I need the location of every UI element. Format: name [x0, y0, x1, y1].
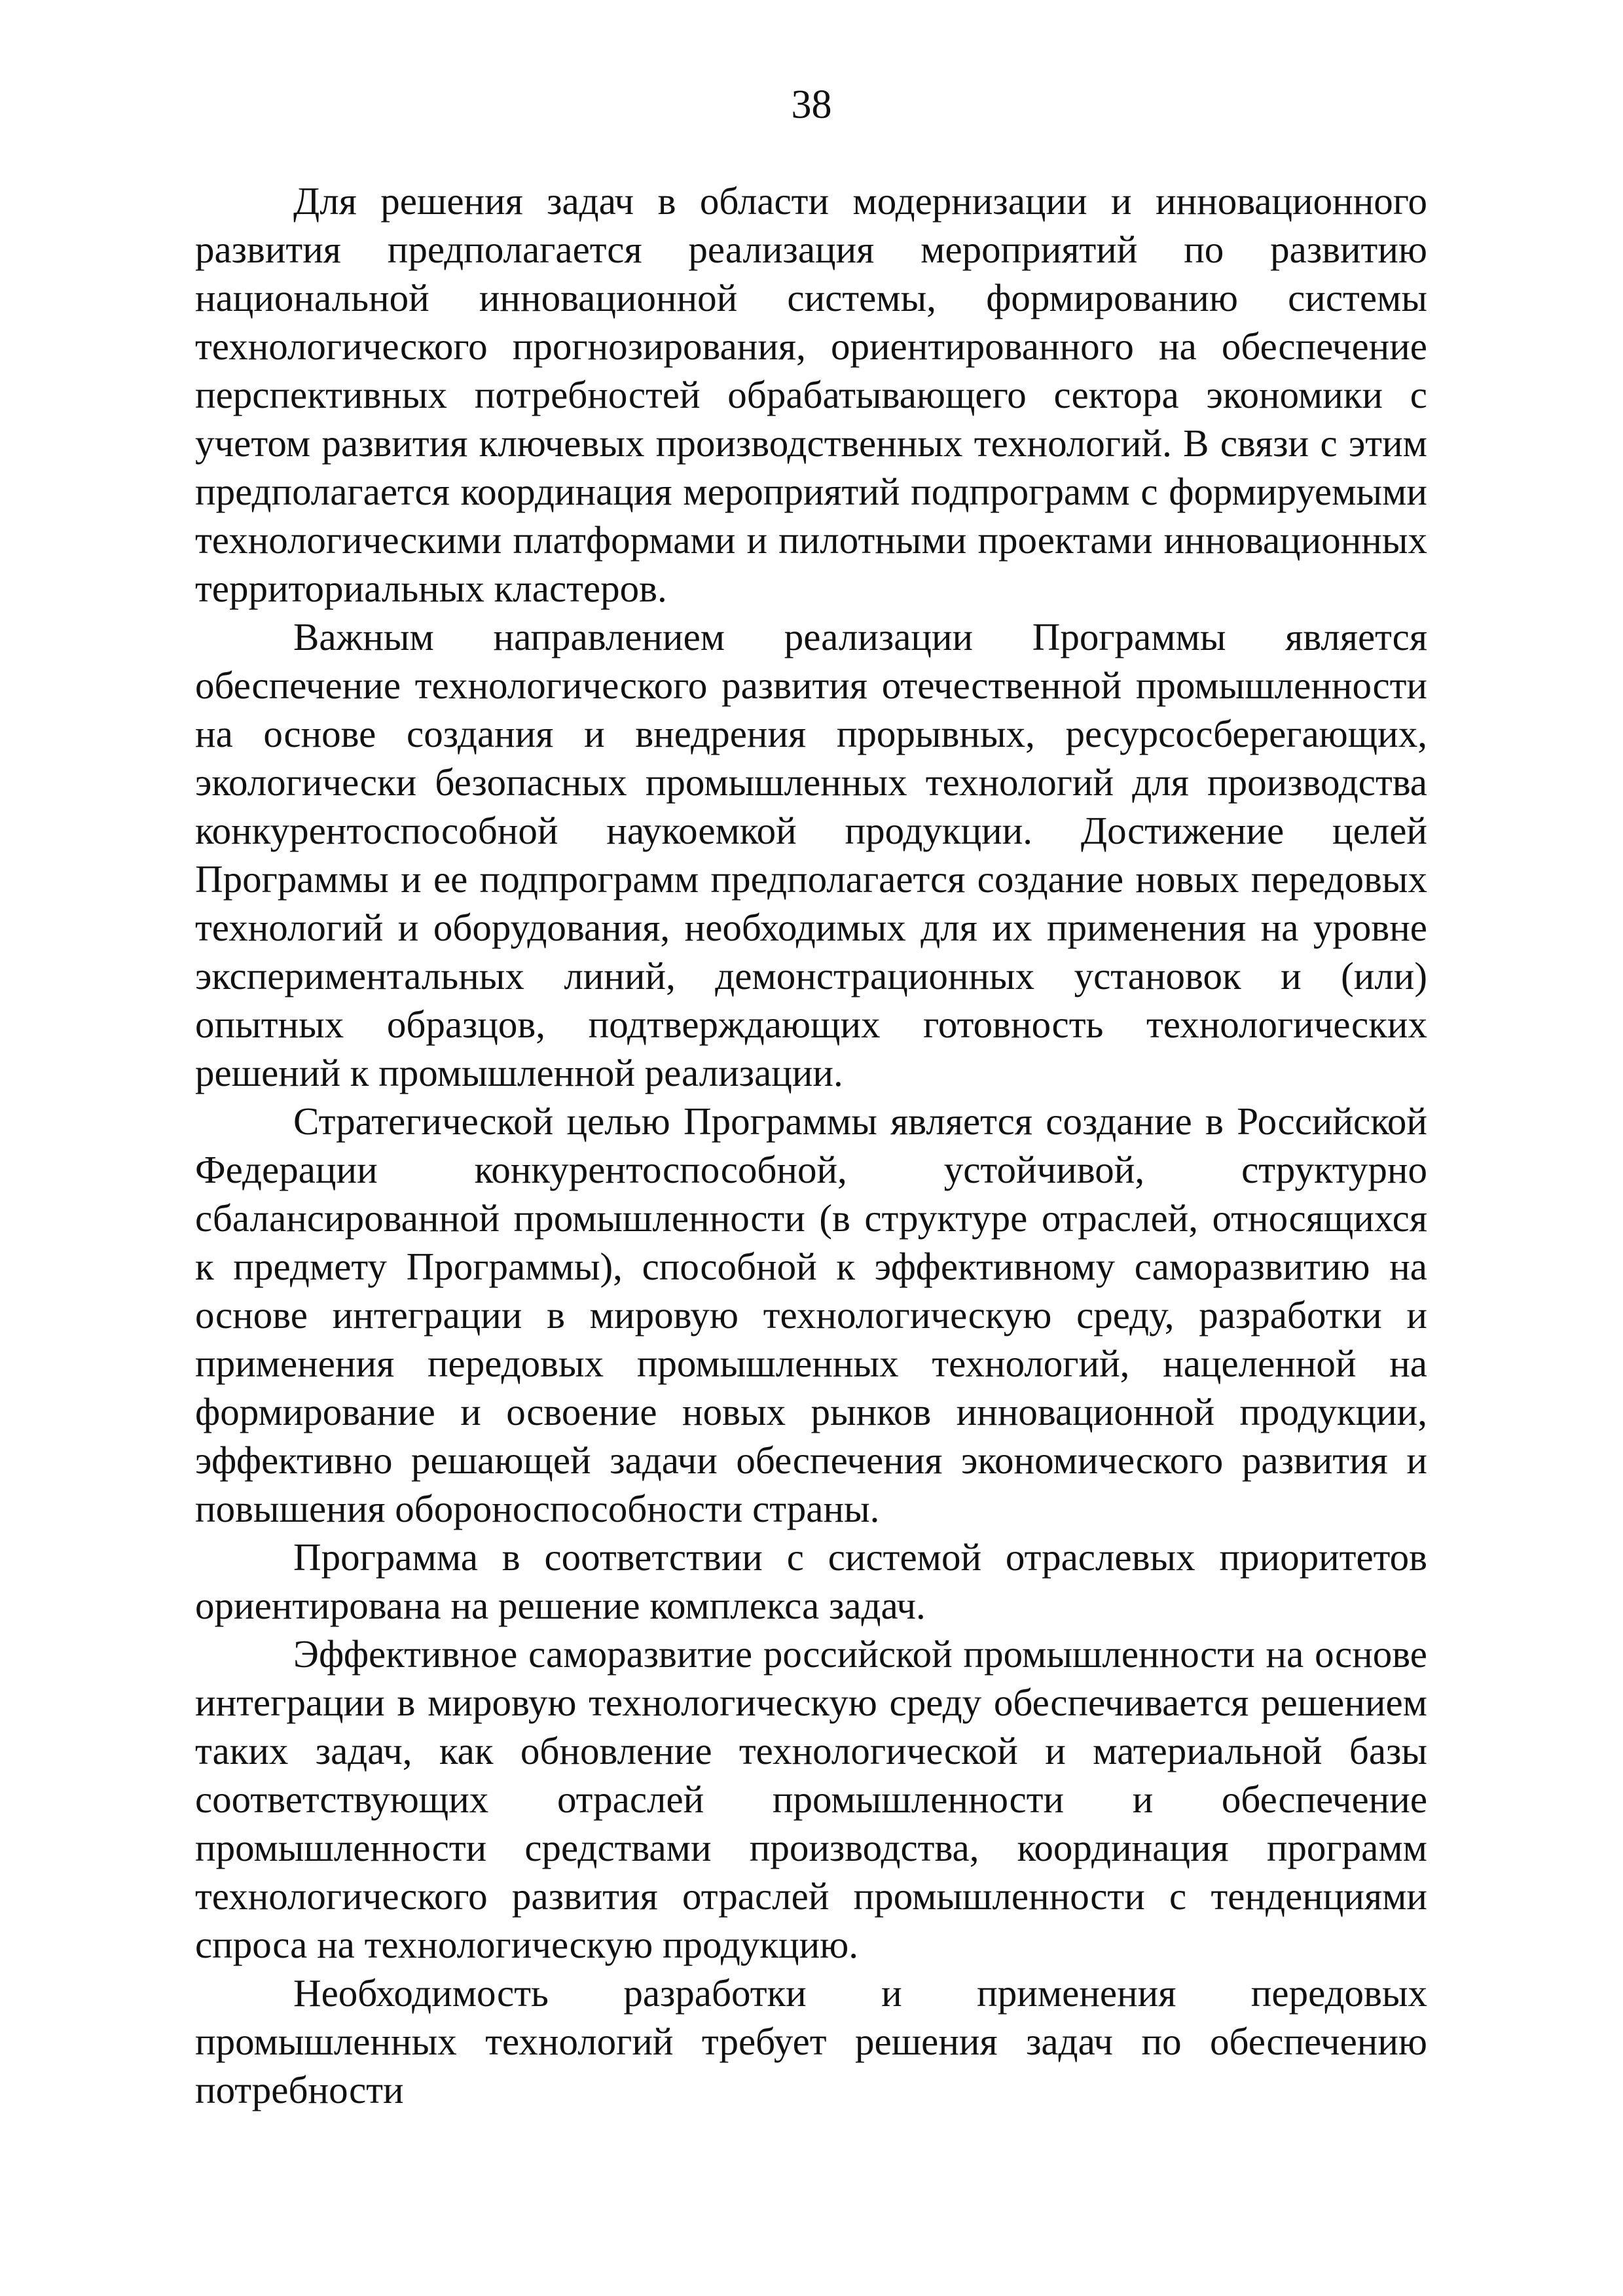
paragraph-6: Необходимость разработки и применения передовых промышленных технологий требует решения задач по обеспечению потребности — [195, 1971, 1427, 2111]
paragraph-2: Важным направлением реализации Программы является обеспечение технологического развития отечественной промышленности на основе создания и внедрения прорывных, ресурсосберегающих, экологически безопасных промышленных технологий для производства конкурентоспособной наукоемкой продукции. Достижение целей Программы и ее подпрограмм предполагается создание новых передовых технологий и оборудования, необходимых для их применения на уровне экспериментальных линий, демонстрационных установок и (или) опытных образцов, подтверждающих готовность технологических решений к промышленной реализации. — [195, 615, 1427, 1094]
page-number: 38 — [791, 82, 832, 127]
paragraph-4: Программа в соответствии с системой отраслевых приоритетов ориентирована на решение комплекса задач. — [195, 1535, 1427, 1627]
paragraph-3: Стратегической целью Программы является создание в Российской Федерации конкурентоспособной, устойчивой, структурно сбалансированной промышленности (в структуре отраслей, относящихся к предмету Программы), способной к эффективному саморазвитию на основе интеграции в мировую технологическую среду, разработки и применения передовых промышленных технологий, нацеленной на формирование и освоение новых рынков инновационной продукции, эффективно решающей задачи обеспечения экономического развития и повышения обороноспособности страны. — [195, 1100, 1427, 1530]
paragraph-1: Для решения задач в области модернизации и инновационного развития предполагается реализация мероприятий по развитию национальной инновационной системы, формированию системы технологического прогнозирования, ориентированного на обеспечение перспективных потребностей обрабатывающего сектора экономики с учетом развития ключевых производственных технологий. В связи с этим предполагается координация мероприятий подпрограмм с формируемыми технологическими платформами и пилотными проектами инновационных территориальных кластеров. — [195, 179, 1427, 610]
paragraph-5: Эффективное саморазвитие российской промышленности на основе интеграции в мировую технологическую среду обеспечивается решением таких задач, как обновление технологической и материальной базы соответствующих отраслей промышленности и обеспечение промышленности средствами производства, координация программ технологического развития отраслей промышленности с тенденциями спроса на технологическую продукцию. — [195, 1632, 1427, 1966]
document-body — [195, 177, 1427, 2114]
